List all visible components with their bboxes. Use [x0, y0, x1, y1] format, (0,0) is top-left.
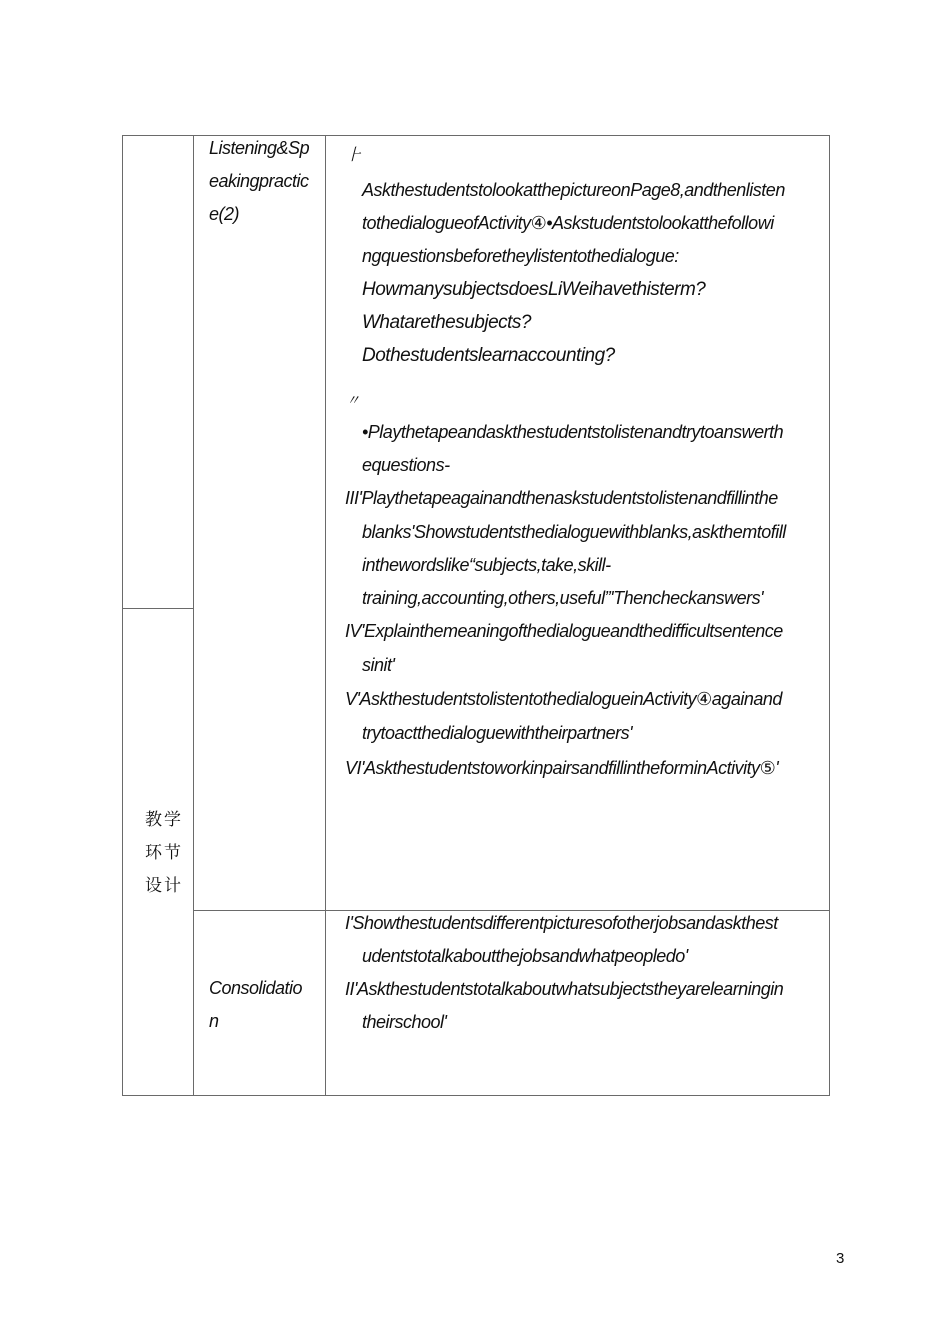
table-border-left — [122, 135, 123, 1096]
listening-label-line-2: eakingpractic — [209, 171, 309, 191]
table-border-top — [122, 135, 830, 136]
step-line-1: •Playthetapeandaskthestudentstolistenandtrytoanswerth — [362, 422, 784, 442]
step-line-10: trytoactthedialoguewiththeirpartners' — [362, 723, 633, 743]
quote-marker: 〃 — [346, 392, 360, 408]
table-border-bottom — [122, 1095, 830, 1096]
step-line-11: VI'AskthestudentstoworkinpairsandfillintheforminActivity⑤' — [345, 758, 779, 778]
consolidation-line-3: II'Askthestudentstotalkaboutwhatsubjectstheyarelearningin — [345, 979, 784, 999]
step-line-3: III'Playthetapeagainandthenaskstudentstolistenandfillinthe — [345, 488, 778, 508]
step-line-9: V'AskthestudentstolistentothedialogueinActivity④againand — [345, 689, 782, 709]
listening-line-2: tothedialogueofActivity④•Askstudentstolookatthefollowi — [362, 213, 774, 233]
step-line-8: sinit' — [362, 655, 395, 675]
table-divider-row-main — [193, 910, 830, 911]
section-label-line-3: 设计 — [145, 876, 183, 896]
consolidation-label-line-1: Consolidatio — [209, 978, 303, 998]
consolidation-line-4: theirschool' — [362, 1012, 447, 1032]
section-label-line-2: 环节 — [145, 843, 183, 863]
table-divider-col1 — [193, 135, 194, 1096]
consolidation-label-line-2: n — [209, 1011, 219, 1031]
listening-label-line-3: e(2) — [209, 204, 240, 224]
table-border-right — [829, 135, 830, 1096]
listening-line-1: AskthestudentstolookatthepictureonPage8,andthenlisten — [362, 180, 785, 200]
table-divider-col2 — [325, 135, 326, 1096]
consolidation-line-1: I'Showthestudentsdifferentpicturesofotherjobsandaskthest — [345, 913, 778, 933]
question-3: Dothestudentslearnaccounting? — [362, 345, 615, 366]
table-divider-row-left — [122, 608, 194, 609]
step-line-4: blanks'Showstudentsthedialoguewithblanks,askthemtofill — [362, 522, 786, 542]
section-label-line-1: 教学 — [145, 810, 183, 830]
step-line-5: inthewordslike“subjects,take,skill- — [362, 555, 611, 575]
question-2: Whatarethesubjects? — [362, 312, 531, 333]
page-number: 3 — [836, 1250, 845, 1267]
question-1: HowmanysubjectsdoesLiWeihavethisterm? — [362, 279, 706, 300]
step-line-7: IV'Explainthemeaningofthedialogueandthedifficultsentence — [345, 621, 783, 641]
listening-label-line-1: Listening&Sp — [209, 138, 310, 158]
listening-line-3: ngquestionsbeforetheylistentothedialogue: — [362, 246, 679, 266]
step-line-2: equestions- — [362, 455, 450, 475]
consolidation-line-2: udentstotalkaboutthejobsandwhatpeopledo' — [362, 946, 688, 966]
start-marker: ⺊ — [346, 147, 362, 164]
step-line-6: training,accounting,others,useful”'Thencheckanswers' — [362, 588, 764, 608]
